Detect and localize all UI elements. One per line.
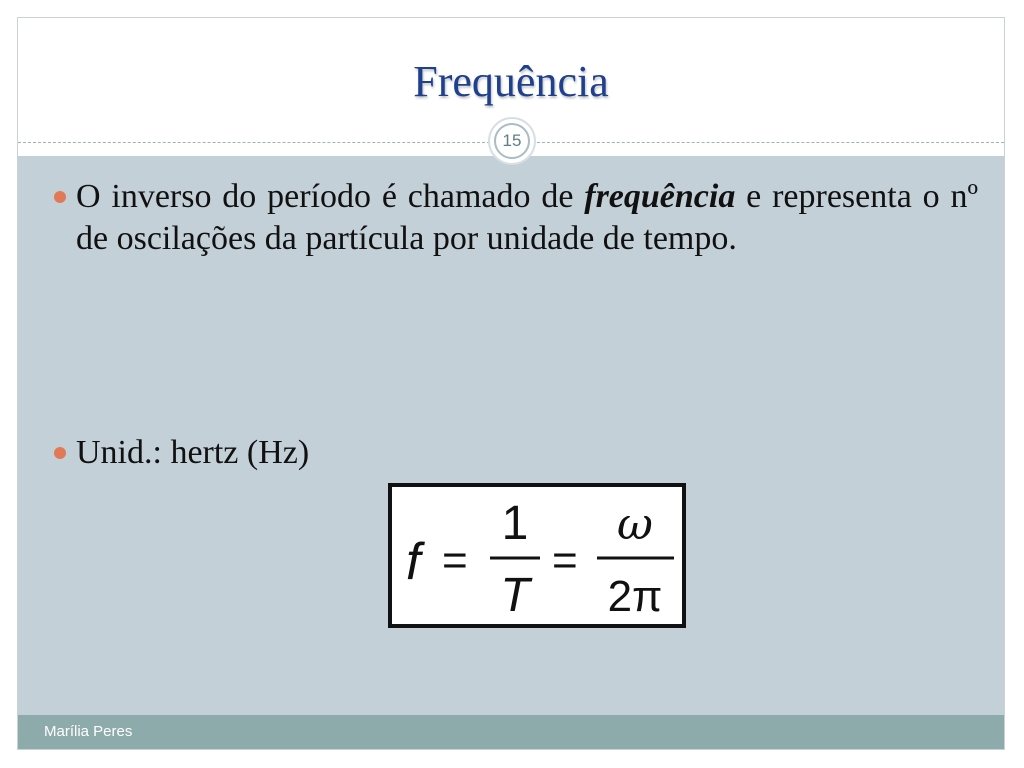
bullet-text-part2: e representa o nº de oscilações da partícula por unidade de tempo. [76,178,978,257]
formula-equals-1: = [442,536,468,585]
bullet-dot-icon [54,447,66,459]
frequency-formula [392,487,682,624]
slide-title: Frequência [413,57,609,106]
slide-number-badge [488,117,536,165]
formula-denominator-1: T [500,569,530,622]
formula-denominator-2: 2π [607,572,663,621]
bullet-dot-icon [54,191,66,203]
formula-equals-2: = [552,536,578,585]
formula-numerator-2: ω [617,499,653,550]
bullet-item-unit [54,432,1000,474]
bullet-item-frequency-definition [54,176,978,260]
slide [17,17,1005,750]
bullet-text-unit: Unid.: hertz (Hz) [76,434,310,471]
formula-box [388,483,686,628]
bullet-emphasis: frequência [584,178,736,215]
formula-f: f [406,533,421,591]
bullet-text-part1: O inverso do período é chamado de [76,178,585,215]
formula-numerator-1: 1 [501,497,529,550]
slide-number: 15 [494,123,530,159]
footer-author: Marília Peres [44,723,133,740]
footer-bar [18,715,1004,749]
bullet-list [54,176,978,471]
